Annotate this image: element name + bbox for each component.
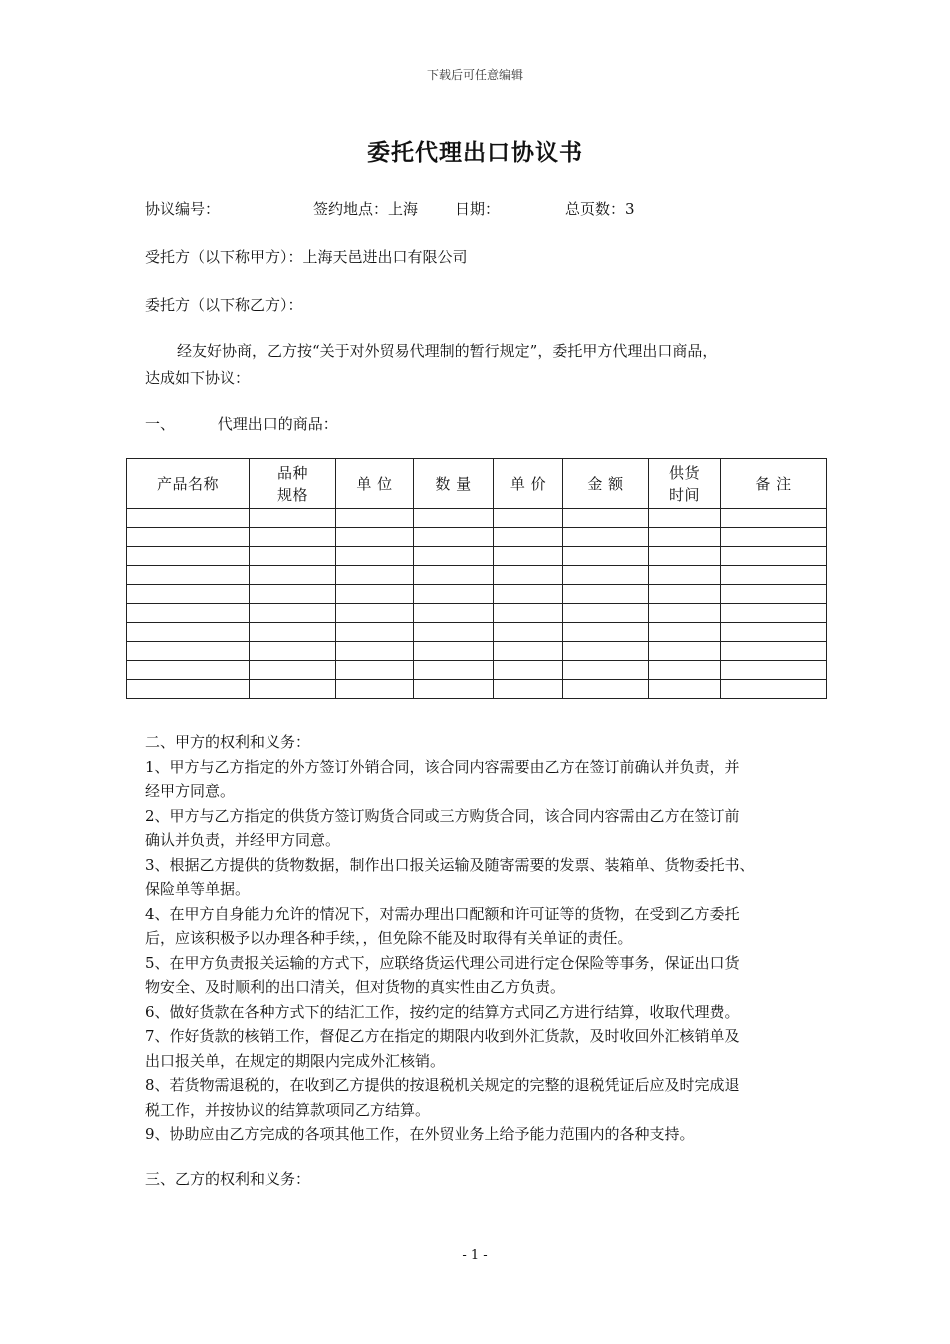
table-row [127,680,827,699]
table-cell [649,509,721,528]
table-cell [494,661,563,680]
table-row [127,585,827,604]
intro-line-1: 经友好协商，乙方按“关于对外贸易代理制的暂行规定”，委托甲方代理出口商品， [177,342,718,360]
table-header-cell [127,459,250,509]
table-cell [414,566,494,585]
table-cell [721,528,827,547]
clause-line: 出口报关单，在规定的期限内完成外汇核销。 [145,1051,446,1070]
table-header-cell [250,459,336,509]
clause-line: 后，应该积极予以办理各种手续，，但免除不能及时取得有关单证的责任。 [145,929,633,947]
agreement-number-label: 协议编号： [145,200,221,218]
clause-line: 物安全、及时顺利的出口清关，但对货物的真实性由乙方负责。 [145,978,566,996]
table-cell [563,661,649,680]
table-cell [336,623,414,642]
table-cell [721,604,827,623]
table-cell [414,604,494,623]
table-row [127,528,827,547]
table-cell [336,680,414,699]
table-row [127,566,827,585]
clause-line: 保险单等单据。 [145,880,251,898]
table-cell [494,680,563,699]
agreement-meta [145,198,845,220]
table-cell [127,604,250,623]
table-cell [649,528,721,547]
table-cell [721,680,827,699]
party-a: 受托方（以下称甲方）：上海天邑进出口有限公司 [145,248,468,266]
table-cell [127,528,250,547]
table-cell [250,623,336,642]
table-cell [414,528,494,547]
table-cell [494,509,563,528]
intro-line-2: 达成如下协议： [145,369,251,387]
header-line: 规格 [276,485,308,504]
clause-line: 2、甲方与乙方指定的供货方签订购货合同或三方购货合同，该合同内容需由乙方在签订前 [145,806,740,825]
table-row [127,604,827,623]
table-cell [250,509,336,528]
table-cell [414,680,494,699]
table-cell [336,566,414,585]
clause-line: 8、若货物需退税的，在收到乙方提供的按退税机关规定的完整的退税凭证后应及时完成退 [145,1076,740,1094]
section-2 [145,730,825,1191]
clause-line: 3、根据乙方提供的货物数据，制作出口报关运输及随寄需要的发票、装箱单、货物委托书、 [145,855,755,874]
table-cell [563,509,649,528]
header-note: 下载后可任意编辑 [426,68,523,82]
clause-line: 7、作好货款的核销工作，督促乙方在指定的期限内收到外汇货款，及时收回外汇核销单及 [145,1027,740,1045]
table-header-cell [721,459,827,509]
clause-line: 确认并负责，并经甲方同意。 [145,831,341,849]
table-cell [250,547,336,566]
clause-line: 6、做好货款在各种方式下的结汇工作，按约定的结算方式同乙方进行结算，收取代理费。 [145,1002,740,1021]
table-cell [127,680,250,699]
table-cell [127,642,250,661]
table-cell [250,642,336,661]
table-cell [127,566,250,585]
header-line: 品种 [276,463,308,482]
table-cell [494,623,563,642]
table-cell [721,623,827,642]
table-header-row [127,459,827,509]
header-line: 供货 [668,463,700,482]
table-cell [414,585,494,604]
table-header-cell [563,459,649,509]
table-cell [721,661,827,680]
table-cell [127,585,250,604]
table-body [127,509,827,699]
table-cell [250,680,336,699]
table-row [127,623,827,642]
table-cell [563,680,649,699]
table-cell [563,566,649,585]
table-row [127,642,827,661]
clause-line: 经甲方同意。 [145,782,236,800]
party-b: 委托方（以下称乙方）： [145,296,303,314]
table-cell [494,604,563,623]
section-3-title: 三、乙方的权利和义务： [145,1169,311,1188]
table-cell [721,585,827,604]
date-label: 日期： [455,200,501,218]
goods-table [126,458,827,699]
table-cell [250,585,336,604]
table-cell [649,566,721,585]
table-cell [414,623,494,642]
table-cell [414,509,494,528]
table-cell [494,642,563,661]
table-cell [494,547,563,566]
table-cell [127,623,250,642]
table-cell [336,547,414,566]
clause-line: 5、在甲方负责报关运输的方式下，应联络货运代理公司进行定仓保险等事务，保证出口货 [145,953,740,972]
table-header-cell [494,459,563,509]
table-cell [563,604,649,623]
table-row [127,661,827,680]
table-cell [649,623,721,642]
table-cell [414,661,494,680]
table-row [127,509,827,528]
table-cell [563,642,649,661]
header-line: 单 价 [509,474,547,493]
table-header-cell [649,459,721,509]
page-number: - 1 - [462,1248,488,1263]
signing-place: 签约地点：上海 [313,200,419,218]
table-cell [336,585,414,604]
table-cell [127,547,250,566]
table-cell [336,604,414,623]
table-cell [649,661,721,680]
table-cell [721,509,827,528]
header-line: 时间 [668,485,700,504]
table-cell [721,642,827,661]
section-1-heading [145,413,338,434]
table-cell [649,604,721,623]
table-cell [336,528,414,547]
table-cell [494,528,563,547]
clause-line: 9、协助应由乙方完成的各项其他工作，在外贸业务上给予能力范围内的各种支持。 [145,1125,695,1143]
table-cell [649,642,721,661]
table-cell [494,566,563,585]
table-cell [649,547,721,566]
clause-line: 4、在甲方自身能力允许的情况下，对需办理出口配额和许可证等的货物，在受到乙方委托 [145,904,740,923]
table-cell [250,661,336,680]
table-row [127,547,827,566]
table-cell [563,623,649,642]
header-line: 单 位 [356,474,393,493]
table-header-cell [414,459,494,509]
table-cell [414,547,494,566]
table-cell [563,528,649,547]
clause-line: 税工作，并按协议的结算款项同乙方结算。 [145,1100,431,1119]
table-cell [721,566,827,585]
table-cell [127,661,250,680]
table-cell [721,547,827,566]
table-cell [414,642,494,661]
section-1-number: 一、 [145,415,176,433]
document-title: 委托代理出口协议书 [367,139,583,166]
table-cell [336,642,414,661]
header-line: 产品名称 [156,474,219,493]
table-cell [563,547,649,566]
table-cell [494,585,563,604]
header-line: 备 注 [755,474,792,493]
table-cell [649,680,721,699]
table-cell [250,604,336,623]
section-1-title: 代理出口的商品： [217,415,338,433]
table-cell [127,509,250,528]
table-cell [250,528,336,547]
header-line: 数 量 [435,474,472,493]
section-2-title: 二、甲方的权利和义务： [145,733,311,751]
clause-line: 1、甲方与乙方指定的外方签订外销合同，该合同内容需要由乙方在签订前确认并负责，并 [145,757,740,776]
table-cell [336,509,414,528]
table-cell [563,585,649,604]
table-cell [336,661,414,680]
section-2-clauses [145,755,825,1147]
header-line: 金 额 [587,474,624,493]
intro-paragraph [145,338,825,392]
total-pages: 总页数：3 [565,200,635,218]
table-cell [250,566,336,585]
table-header-cell [336,459,414,509]
table-cell [649,585,721,604]
